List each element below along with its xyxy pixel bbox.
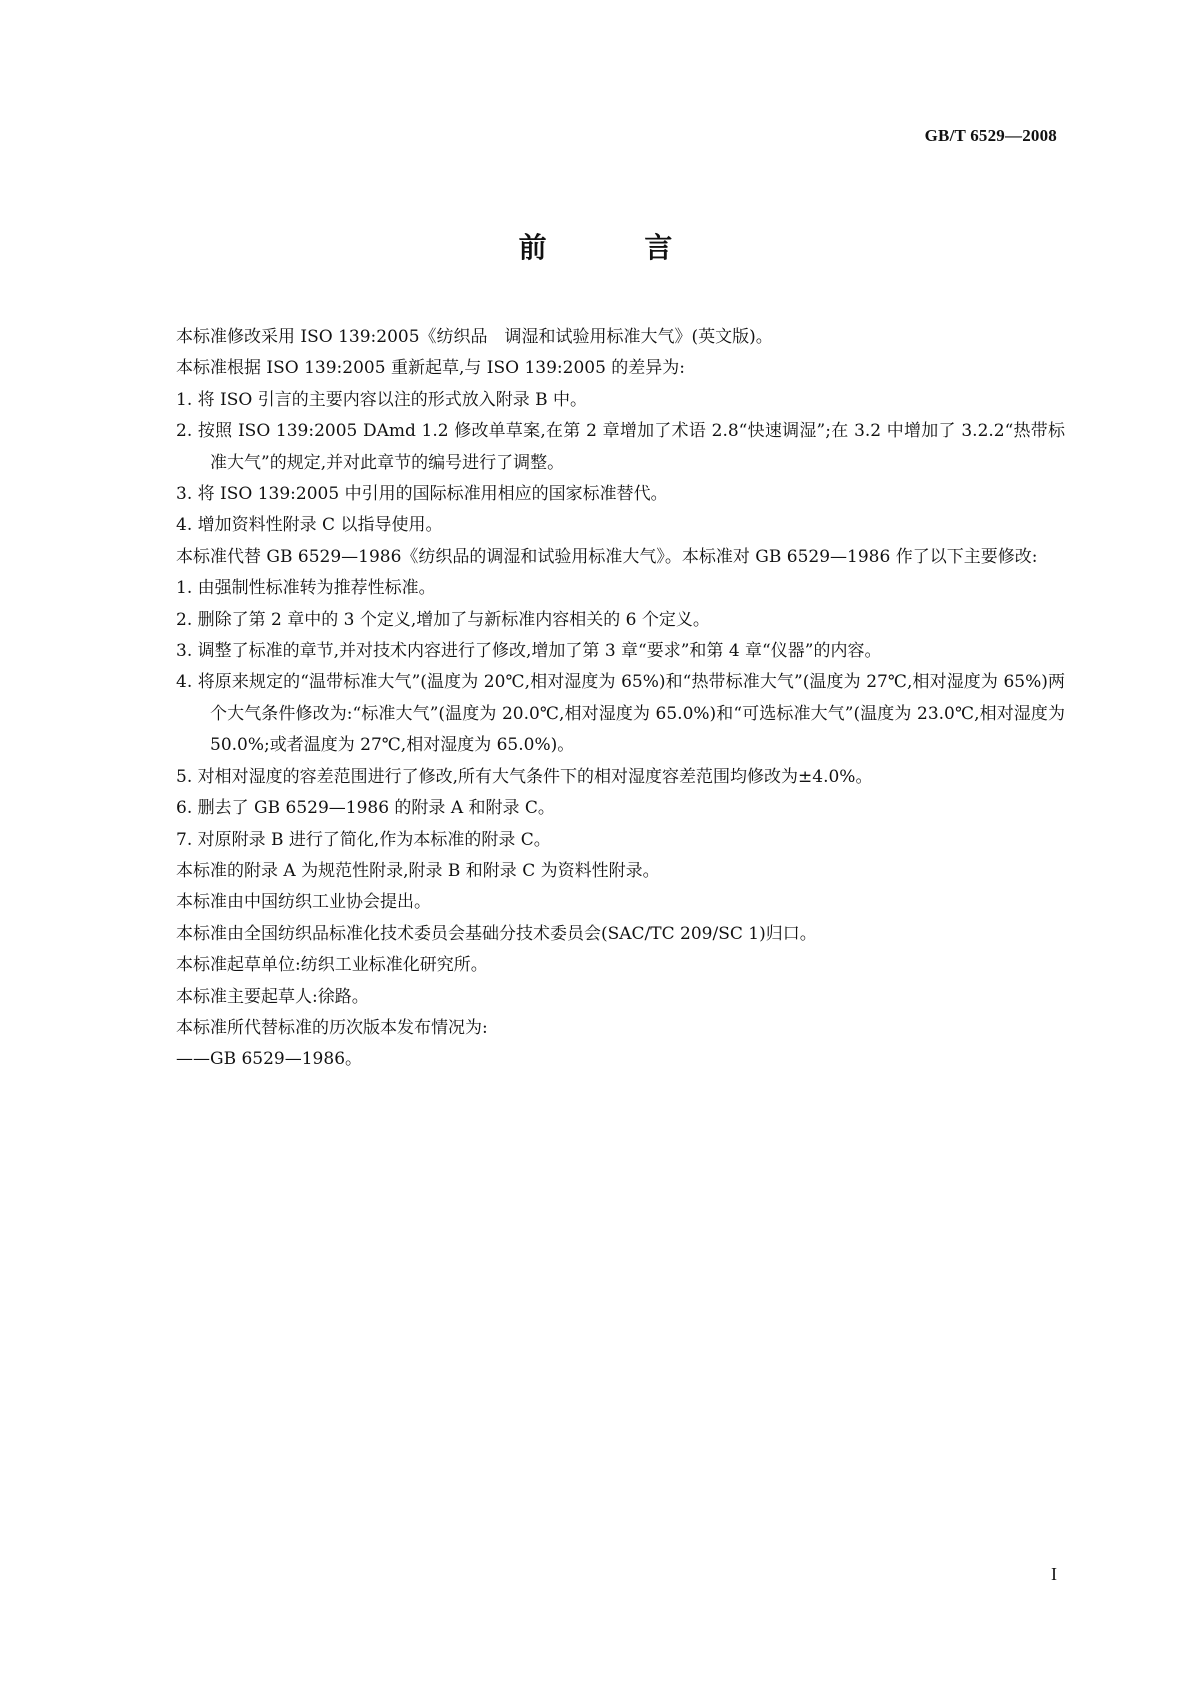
change-item: 5. 对相对湿度的容差范围进行了修改,所有大气条件下的相对湿度容差范围均修改为±4.0%。 <box>176 766 873 787</box>
paragraph-differences-intro: 本标准根据 ISO 139:2005 重新起草,与 ISO 139:2005 的差异为: <box>176 358 686 379</box>
change-item: 4. 将原来规定的“温带标准大气”(温度为 20℃,相对湿度为 65%)和“热带标准大气”(温度为 27℃,相对湿度为 65%)两个大气条件修改为:“标准大气”(温度为 20.0℃,相对湿度为 65.0%)和“可选标准大气”(温度为 23.0℃,相对湿度为 50.0%;或者温度为 27℃,相对湿度为 65.0%)。 <box>176 672 1065 756</box>
change-item: 6. 删去了 GB 6529—1986 的附录 A 和附录 C。 <box>176 798 555 819</box>
change-item: 1. 由强制性标准转为推荐性标准。 <box>176 578 436 599</box>
paragraph-drafters: 本标准主要起草人:徐路。 <box>176 986 369 1007</box>
history-item: ——GB 6529—1986。 <box>176 1049 363 1070</box>
paragraph-annexes: 本标准的附录 A 为规范性附录,附录 B 和附录 C 为资料性附录。 <box>176 860 660 881</box>
difference-item: 1. 将 ISO 引言的主要内容以注的形式放入附录 B 中。 <box>176 389 588 410</box>
difference-item: 4. 增加资料性附录 C 以指导使用。 <box>176 515 443 536</box>
paragraph-adoption: 本标准修改采用 ISO 139:2005《纺织品 调湿和试验用标准大气》(英文版)。 <box>176 327 773 347</box>
page-title: 前 言 <box>518 231 717 264</box>
paragraph-committee: 本标准由全国纺织品标准化技术委员会基础分技术委员会(SAC/TC 209/SC 1)归口。 <box>176 923 817 944</box>
paragraph-proposer: 本标准由中国纺织工业协会提出。 <box>176 892 431 913</box>
change-item: 2. 删除了第 2 章中的 3 个定义,增加了与新标准内容相关的 6 个定义。 <box>176 609 710 630</box>
page-number: I <box>1051 1564 1057 1584</box>
difference-item: 2. 按照 ISO 139:2005 DAmd 1.2 修改单草案,在第 2 章增加了术语 2.8“快速调湿”;在 3.2 中增加了 3.2.2“热带标准大气”的规定,并对此章节的编号进行了调整。 <box>176 421 1065 473</box>
paragraph-drafting-unit: 本标准起草单位:纺织工业标准化研究所。 <box>176 955 488 976</box>
foreword-body <box>142 322 1065 1076</box>
paragraph-history-intro: 本标准所代替标准的历次版本发布情况为: <box>176 1017 488 1038</box>
difference-item: 3. 将 ISO 139:2005 中引用的国际标准用相应的国家标准替代。 <box>176 484 668 505</box>
change-item: 7. 对原附录 B 进行了简化,作为本标准的附录 C。 <box>176 829 551 850</box>
change-item: 3. 调整了标准的章节,并对技术内容进行了修改,增加了第 3 章“要求”和第 4 章“仪器”的内容。 <box>176 641 882 662</box>
paragraph-replacement: 本标准代替 GB 6529—1986《纺织品的调湿和试验用标准大气》。本标准对 GB 6529—1986 作了以下主要修改: <box>176 546 1038 567</box>
standard-number: GB/T 6529—2008 <box>924 126 1057 145</box>
